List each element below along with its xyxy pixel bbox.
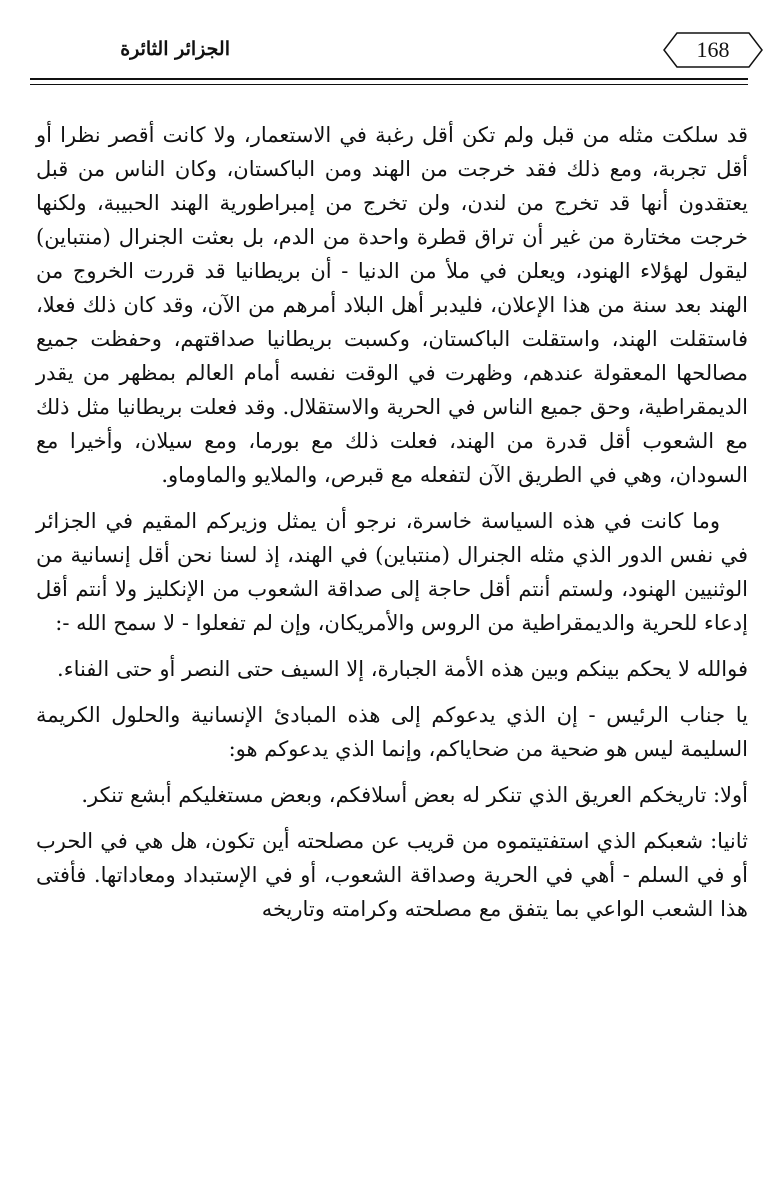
paragraph: أولا: تاريخكم العريق الذي تنكر له بعض أسلافكم، وبعض مستغليكم أبشع تنكر. — [81, 783, 748, 807]
paragraph: يا جناب الرئيس - إن الذي يدعوكم إلى هذه المبادئ الإنسانية والحلول الكريمة السليمة ليس هو ضحية من ضحاياكم، وإنما الذي يدعوكم هو: — [36, 703, 748, 761]
paragraph: فوالله لا يحكم بينكم وبين هذه الأمة الجبارة، إلا السيف حتى النصر أو حتى الفناء. — [57, 657, 748, 681]
running-title: الجزائر الثائرة — [120, 38, 230, 60]
header-rule-thin — [30, 84, 748, 85]
header-rule-thick — [30, 78, 748, 80]
page-number-badge — [663, 32, 763, 68]
body-text — [36, 118, 748, 938]
paragraph: ثانيا: شعبكم الذي استفتيتموه من قريب عن مصلحته أين تكون، هل هي في الحرب أو في السلم - أهي في الحرية وصداقة الشعوب، أو في الإستبداد ومعاداتها. فأفتى هذا الشعب الواعي بما يتفق مع مصلحته وكرامته وتاريخه — [36, 829, 748, 921]
page-header — [30, 28, 748, 88]
page-number: 168 — [696, 37, 730, 62]
paragraph: قد سلكت مثله من قبل ولم تكن أقل رغبة في الاستعمار، ولا كانت أقصر نظرا أو أقل تجربة، ومع ذلك فقد خرجت من الهند ومن الباكستان، وكان الناس من قبل يعتقدون أنها قد تخرج من لندن، ولن تخرج من إمبراطورية الهند الحبيبة، ولكنها خرجت مختارة من غير أن تراق قطرة واحدة من الدم، بل بعثت الجنرال (منتباين) ليقول لهؤلاء الهنود، ويعلن في ملأ من الدنيا - أن بريطانيا قد قررت الخروج من الهند بعد سنة من هذا الإعلان، فليدبر أهل البلاد أمرهم من الآن، وقد كان ذلك فعلا، فاستقلت الهند، واستقلت الباكستان، وكسبت بريطانيا صداقتهم، وحفظت جميع مصالحها المعقولة عندهم، وظهرت في الوقت نفسه أمام العالم بمظهر من يقدر الديمقراطية، وحق جميع الناس في الحرية والاستقلال. وقد فعلت بريطانيا مثل ذلك مع الشعوب أقل قدرة من الهند، فعلت ذلك مع بورما، ومع سيلان، وأخيرا مع السودان، وهي في الطريق الآن لتفعله مع قبرص، والملايو والماوماو. — [36, 123, 748, 487]
paragraph: وما كانت في هذه السياسة خاسرة، نرجو أن يمثل وزيركم المقيم في الجزائر في نفس الدور الذي مثله الجنرال (منتباين) في الهند، إذ لسنا نحن أقل إنسانية من الوثنيين الهنود، ولستم أنتم أقل حاجة إلى صداقة الشعوب من الإنكليز ولا أنتم أقل إدعاء للحرية والديمقراطية من الروس والأمريكان، وإن لم تفعلوا - لا سمح الله -: — [36, 509, 748, 635]
